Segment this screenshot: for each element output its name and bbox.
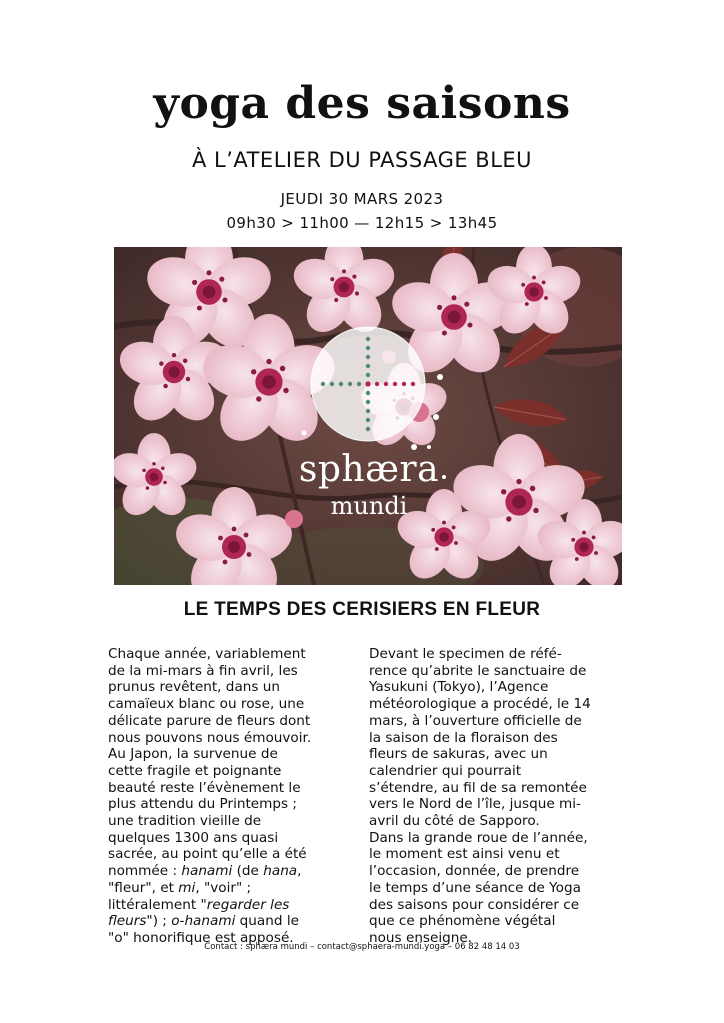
text-line: que ce phénomène végétal	[369, 913, 556, 930]
text-line: Yasukuni (Tokyo), l’Agence	[369, 679, 549, 696]
text-run: (de	[232, 863, 264, 880]
text-line: beauté reste l’évènement le	[108, 779, 301, 796]
text-run: , "voir" ;	[195, 879, 252, 896]
text-line: quelques 1300 ans quasi	[108, 829, 279, 846]
text-line: plus attendu du Printemps ;	[108, 796, 298, 813]
text-run: nommée :	[108, 863, 182, 880]
text-line: fleurs de sakuras, avec un	[369, 746, 548, 763]
text-line: mars, à l’ouverture officielle de	[369, 712, 582, 729]
article-heading: LE TEMPS DES CERISIERS EN FLEUR	[183, 599, 541, 620]
italic-term: o-hanami	[171, 913, 236, 930]
italic-term: "regarder les	[200, 896, 290, 913]
text-line: Devant le specimen de réfé-	[369, 646, 562, 662]
logo	[114, 247, 622, 585]
venue-subtitle: À L’ATELIER DU PASSAGE BLEU	[191, 148, 533, 172]
text-line: de la mi-mars à fin avril, les	[108, 662, 298, 679]
text-run: ,	[297, 863, 302, 880]
text-line: "o" honorifique est apposé.	[108, 929, 294, 946]
article-column-right	[369, 646, 619, 947]
contact-footer: Contact : sphæra mundi – contact@sphaera-mundi.yoga – 06 82 48 14 03	[204, 942, 520, 952]
text-line: le moment est ainsi venu et	[369, 846, 560, 863]
page-title: yoga des saisons	[153, 78, 571, 129]
text-line: rence qu’abrite le sanctuaire de	[369, 662, 587, 679]
text-line: sacrée, au point qu’elle a été	[108, 846, 307, 863]
cherry-blossom-photo	[114, 247, 622, 585]
text-line: la saison de la floraison des	[369, 729, 558, 746]
text-line: prunus revêtent, dans un	[108, 679, 281, 696]
text-line: météorologique a procédé, le 14	[369, 696, 591, 713]
italic-term: hanami	[181, 863, 233, 880]
text-line: Dans la grande roue de l’année,	[369, 829, 588, 846]
logo-text-sphaera: sphæra	[298, 449, 440, 490]
text-run: ) ;	[152, 913, 172, 930]
text-line: une tradition vieille de	[108, 813, 262, 830]
text-run: littéralement	[108, 896, 201, 913]
text-line: Au Japon, la survenue de	[108, 746, 278, 763]
italic-term: mi	[178, 879, 196, 896]
text-line: Chaque année, variablement	[108, 646, 306, 662]
italic-term: hana	[263, 863, 298, 880]
text-line: calendrier qui pourrait	[369, 762, 522, 779]
text-line: délicate parure de fleurs dont	[108, 712, 311, 729]
text-line	[108, 913, 348, 930]
text-line: cette fragile et poignante	[108, 762, 282, 779]
text-line: s’étendre, au fil de sa remontée	[369, 779, 587, 796]
text-line	[108, 897, 348, 914]
text-line: le temps d’une séance de Yoga	[369, 879, 581, 896]
event-date: JEUDI 30 MARS 2023	[280, 190, 444, 208]
text-line	[108, 863, 348, 880]
text-line: nous pouvons nous émouvoir.	[108, 729, 312, 746]
text-line: camaïeux blanc ou rose, une	[108, 696, 305, 713]
text-line: l’occasion, donnée, de prendre	[369, 863, 580, 880]
text-line: des saisons pour considérer ce	[369, 896, 580, 913]
article-column-left	[108, 646, 348, 947]
text-line: avril du côté de Sapporo.	[369, 813, 540, 830]
text-line: nous enseigne.	[369, 929, 473, 946]
event-times: 09h30 > 11h00 — 12h15 > 13h45	[226, 214, 498, 232]
text-line: vers le Nord de l’île, jusque mi-	[369, 796, 581, 813]
text-run: quand le	[235, 913, 299, 930]
italic-term: fleurs"	[108, 913, 153, 930]
text-line	[108, 880, 348, 897]
text-run: "fleur", et	[108, 879, 179, 896]
logo-text-mundi: mundi	[330, 492, 408, 520]
